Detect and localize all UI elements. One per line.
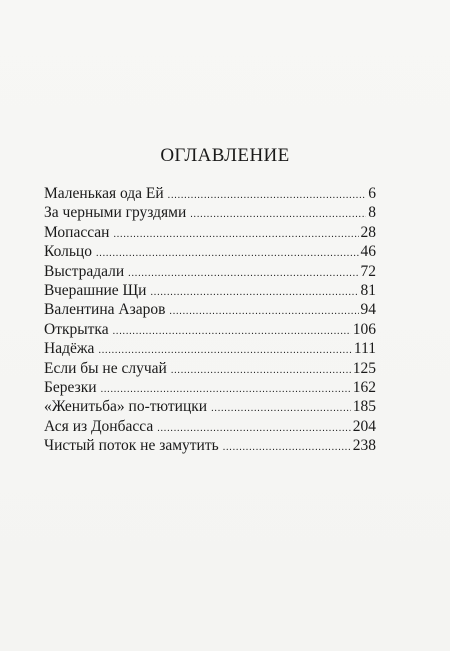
toc-entry-page: 106 xyxy=(352,320,376,338)
toc-entry-page: 72 xyxy=(360,262,376,280)
dot-leader xyxy=(113,322,351,341)
toc-entry xyxy=(44,262,376,281)
dot-leader xyxy=(113,225,358,244)
toc-entry-page: 185 xyxy=(352,398,376,416)
toc-entry-title: «Женитьба» по-тютицки xyxy=(44,398,208,416)
toc-entry-page: 94 xyxy=(360,301,376,319)
dot-leader xyxy=(169,302,358,321)
toc-entry-title: Если бы не случай xyxy=(44,359,167,377)
toc-entry-page: 6 xyxy=(368,185,376,202)
toc-entry-title: Вчерашние Щи xyxy=(44,281,147,299)
toc-entry-title: Березки xyxy=(44,378,97,396)
toc-entry xyxy=(44,281,376,300)
toc-entry-page: 204 xyxy=(352,417,376,435)
dot-leader xyxy=(171,361,351,380)
toc-entry xyxy=(44,397,376,416)
dot-leader xyxy=(96,244,359,263)
toc-entry-title: Валентина Азаров xyxy=(44,301,166,319)
toc-entry-page: 111 xyxy=(353,340,376,358)
page-title: ОГЛАВЛЕНИЕ xyxy=(160,145,290,166)
toc-entry-page: 162 xyxy=(352,378,376,396)
table-of-contents xyxy=(44,184,376,455)
toc-entry-title: Кольцо xyxy=(44,243,92,261)
dot-leader xyxy=(190,205,366,224)
dot-leader xyxy=(157,419,351,438)
toc-entry xyxy=(44,378,376,397)
dot-leader xyxy=(223,438,351,457)
toc-entry xyxy=(44,223,376,242)
toc-entry-title: Маленькая ода Ей xyxy=(44,185,164,202)
dot-leader xyxy=(101,380,351,399)
dot-leader xyxy=(98,341,351,360)
toc-entry xyxy=(44,417,376,436)
toc-entry-title: Выстрадали xyxy=(44,262,125,280)
toc-entry-page: 28 xyxy=(360,223,376,241)
toc-entry xyxy=(44,339,376,358)
toc-entry-page: 125 xyxy=(352,359,376,377)
toc-entry-page: 46 xyxy=(360,243,376,261)
toc-entry-title: Ася из Донбасса xyxy=(44,417,154,435)
toc-entry-title: Чистый поток не замутить xyxy=(44,437,219,455)
dot-leader xyxy=(150,283,358,302)
toc-entry-page: 81 xyxy=(360,281,376,299)
toc-entry xyxy=(44,436,376,455)
toc-entry xyxy=(44,184,376,203)
dot-leader xyxy=(168,186,367,205)
toc-entry xyxy=(44,320,376,339)
toc-entry xyxy=(44,300,376,319)
dot-leader xyxy=(128,264,358,283)
dot-leader xyxy=(211,399,351,418)
toc-entry xyxy=(44,242,376,261)
toc-entry-page: 8 xyxy=(368,204,376,222)
toc-entry xyxy=(44,359,376,378)
toc-entry-title: Открытка xyxy=(44,320,109,338)
toc-entry-title: За черными груздями xyxy=(44,204,187,222)
toc-entry-page: 238 xyxy=(352,437,376,455)
toc-entry xyxy=(44,203,376,222)
toc-entry-title: Мопассан xyxy=(44,223,110,241)
toc-entry-title: Надёжа xyxy=(44,340,95,358)
